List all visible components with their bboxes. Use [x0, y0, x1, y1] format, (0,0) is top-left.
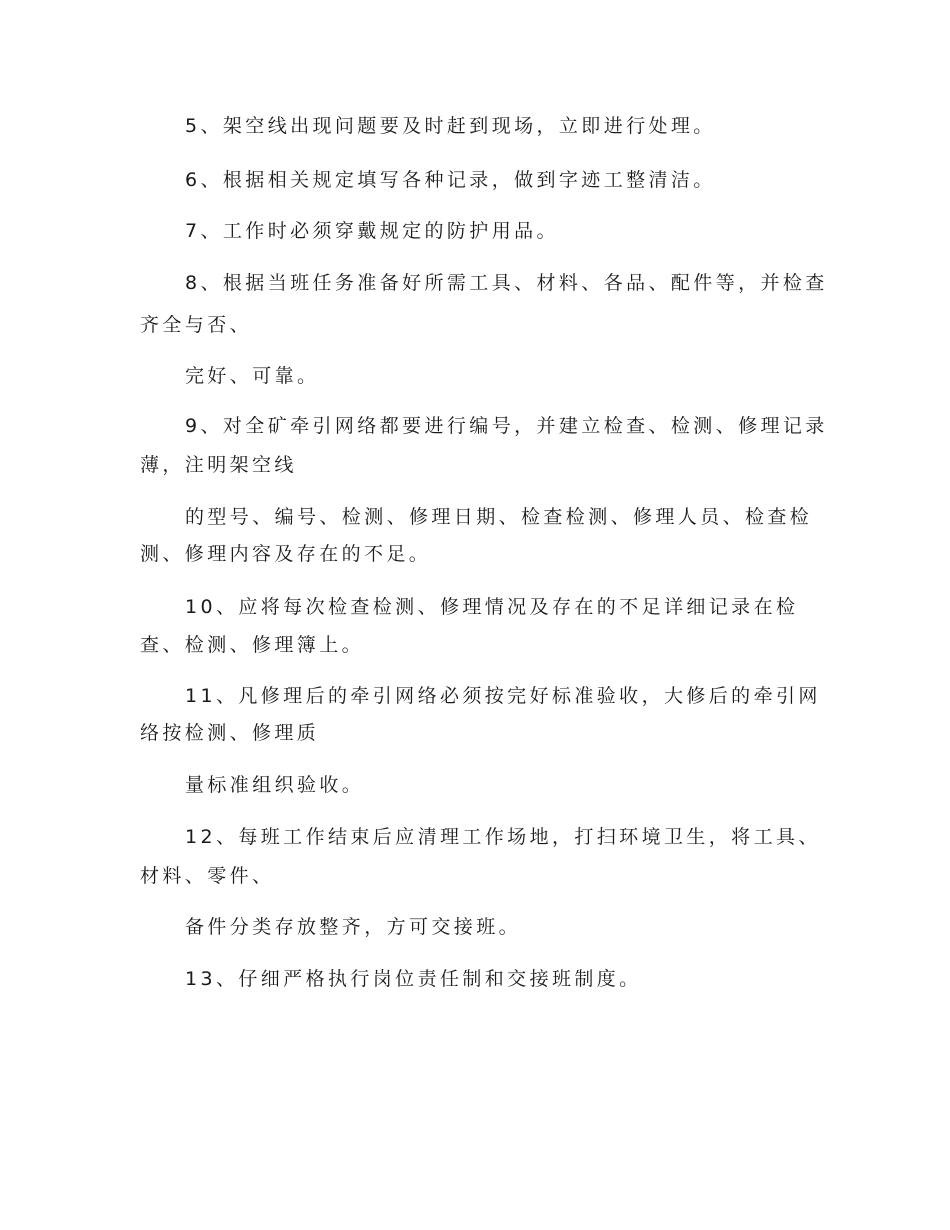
text-line: 的型号、编号、检测、修理日期、检查检测、修理人员、检查检: [185, 506, 813, 528]
text-line: 7、工作时必须穿戴规定的防护用品。: [185, 220, 559, 242]
text-line: 5、架空线出现问题要及时赶到现场，立即进行处理。: [185, 115, 716, 137]
text-line: 6、根据相关规定填写各种记录，做到字迹工整清洁。: [185, 169, 716, 191]
text-line: 完好、可靠。: [185, 365, 320, 387]
text-line: 络按检测、修理质: [140, 722, 320, 744]
text-line: 10、应将每次检查检测、修理情况及存在的不足详细记录在检: [185, 596, 799, 618]
text-line: 材料、零件、: [140, 865, 275, 887]
text-line: 齐全与否、: [140, 314, 253, 336]
text-line: 8、根据当班任务准备好所需工具、材料、各品、配件等，并检查: [185, 272, 828, 294]
text-line: 13、仔细严格执行岗位责任制和交接班制度。: [185, 968, 642, 990]
text-line: 测、修理内容及存在的不足。: [140, 543, 432, 565]
text-line: 9、对全矿牵引网络都要进行编号，并建立检查、检测、修理记录: [185, 415, 828, 437]
text-line: 备件分类存放整齐，方可交接班。: [185, 916, 522, 938]
text-line: 查、检测、修理簿上。: [140, 634, 365, 656]
text-line: 薄，注明架空线: [140, 454, 297, 476]
text-line: 量标准组织验收。: [185, 774, 365, 796]
text-line: 11、凡修理后的牵引网络必须按完好标准验收，大修后的牵引网: [185, 685, 821, 707]
text-line: 12、每班工作结束后应清理工作场地，打扫环境卫生，将工具、: [185, 826, 821, 848]
